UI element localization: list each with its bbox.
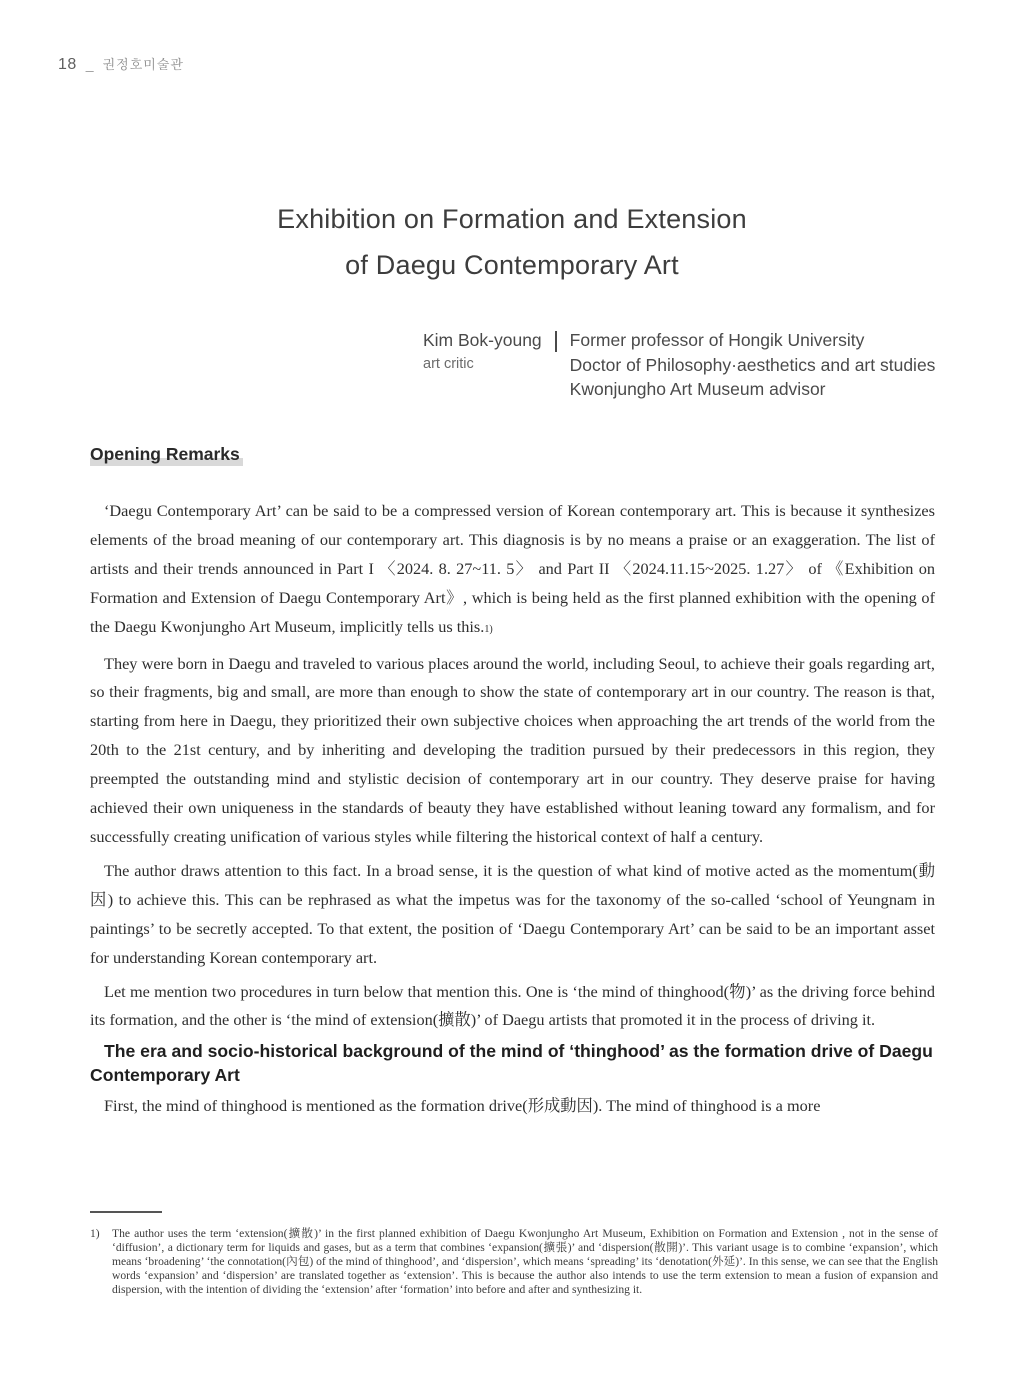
footnote-text: The author uses the term ‘extension(擴散)’ in the first planned exhibition of Daegu Kwonjungho Art Museum, Exhibition on Formation and Extension , not in the sense of ‘diffusion’, a dictionary term for liquids and gases, but as a term that combines ‘expansion(擴張)’ and ‘dispersion(散開)’. This variant usage is to combine ‘expansion’, which means ‘broadening’ ‘the connotation(內包) of the mind of thinghood’, and ‘dispersion’, which means ‘spreading’ its ‘denotation(外延)’. In this sense, we can see that the English words ‘expansion’ and ‘dispersion’ are translated together as ‘extension’. This is because the author also intends to use the term extension to mean a fusion of expansion and dispersion, with the intention of dividing the ‘extension’ after ‘formation’ into before and after and synthesizing it. [112, 1227, 938, 1296]
author-credential: Kwonjungho Art Museum advisor [569, 379, 826, 399]
footnote-marker: 1) [90, 1227, 100, 1240]
footnote-separator-rule [90, 1211, 162, 1213]
paragraph: They were born in Daegu and traveled to various places around the world, including Seoul, to achieve their goals regarding art, so their fragments, big and small, are more than enough to show the state of contemporary art in our country. The reason is that, starting from here in Daegu, they prioritized their own subjective choices when approaching the art trends of the world from the 20th to the 21st century, and by inheriting and developing the tradition pursued by their predecessors in this region, they preempted the outstanding mind and stylistic decision of contemporary art in our country. They deserve praise for having achieved their own uniqueness in the standards of beauty they have established without leaning toward any formalism, and for successfully creating unification of various styles while filtering the historical context of half a century. [90, 653, 935, 846]
author-credential: Former professor of Hongik University [569, 330, 865, 350]
paragraph-text: ‘Daegu Contemporary Art’ can be said to be a compressed version of Korean contemporary art. This is because it synthesizes elements of the broad meaning of our contemporary art. This diagnosis is by no means a praise or an exaggeration. The list of artists and their trends announced in Part I 〈2024. 8. 27~11. 5〉 and Part II 〈2024.11.15~2025. 1.27〉 of 《Exhibition on Formation and Extension of Daegu Contemporary Art》, which is being held as the first planned exhibition with the opening of the Daegu Kwonjungho Art Museum, implicitly tells us this. [90, 501, 935, 636]
footnote [90, 1227, 938, 1297]
footnote-area [90, 1211, 938, 1297]
author-divider-bar [555, 331, 557, 352]
paragraph: First, the mind of thinghood is mentioned as the formation drive(形成動因). The mind of thinghood is a more [104, 1096, 821, 1116]
title-line-1: Exhibition on Formation and Extension [277, 204, 747, 234]
section-heading-opening-remarks: Opening Remarks [90, 444, 243, 466]
author-credential: Doctor of Philosophy·aesthetics and art studies [569, 354, 936, 375]
museum-name: 권정호미술관 [102, 57, 184, 72]
title-line-2: of Daegu Contemporary Art [345, 250, 679, 280]
paragraph [90, 497, 935, 645]
paragraph: The author draws attention to this fact. In a broad sense, it is the question of what kind of motive acted as the momentum(動因) to achieve this. This can be rephrased as what the impetus was for the taxonomy of the so-called ‘school of Yeungnam in paintings’ to be secretly accepted. To that extent, the position of ‘Daegu Contemporary Art’ can be said to be an important asset for understanding Korean contemporary art. [90, 860, 935, 967]
document-title [0, 196, 1024, 288]
author-role: art critic [423, 356, 474, 372]
running-head [58, 54, 184, 74]
author-credentials [570, 328, 936, 402]
author-identity [423, 328, 542, 402]
author-block [423, 328, 935, 402]
body-text [90, 497, 935, 1126]
page-number: 18 [58, 56, 77, 73]
paragraph: Let me mention two procedures in turn below that mention this. One is ‘the mind of thinghood(物)’ as the driving force behind its formation, and the other is ‘the mind of extension(擴散)’ of Daegu artists that promoted it in the process of driving it. [90, 981, 935, 1030]
header-separator: _ [85, 56, 94, 72]
footnote-reference: 1) [484, 623, 493, 635]
section-heading-era-background: The era and socio-historical background of the mind of ‘thinghood’ as the formation drive of Daegu Contemporary Art [90, 1041, 933, 1085]
author-name: Kim Bok-young [423, 330, 542, 350]
